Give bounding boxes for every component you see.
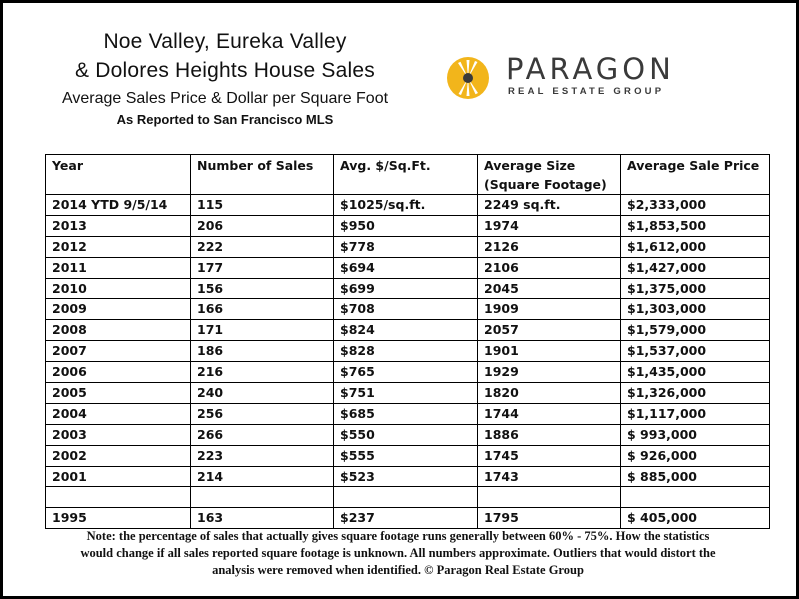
paragon-logo xyxy=(446,52,696,100)
table-body xyxy=(46,195,770,529)
table-cell: 222 xyxy=(191,236,334,257)
column-header-line: Average Sale Price xyxy=(627,158,760,173)
table-cell: 2005 xyxy=(46,383,191,404)
table-cell: $523 xyxy=(334,466,478,487)
table-header-row xyxy=(46,155,770,195)
table-cell: 2002 xyxy=(46,445,191,466)
table-row xyxy=(46,424,770,445)
table-cell: $708 xyxy=(334,299,478,320)
table-cell: $237 xyxy=(334,508,478,529)
table-cell: $2,333,000 xyxy=(621,195,770,216)
title-line-1: Noe Valley, Eureka Valley xyxy=(103,30,347,53)
table-cell: 1974 xyxy=(478,215,621,236)
table-cell: 214 xyxy=(191,466,334,487)
table-cell xyxy=(46,487,191,508)
footnote-line-1: Note: the percentage of sales that actually gives square footage runs generally between 60% - 75%. How the statistics xyxy=(86,529,710,543)
table-cell: $1,853,500 xyxy=(621,215,770,236)
table-cell: 240 xyxy=(191,383,334,404)
table-cell: $1,375,000 xyxy=(621,278,770,299)
table-cell: 115 xyxy=(191,195,334,216)
table-row xyxy=(46,257,770,278)
table-cell: $778 xyxy=(334,236,478,257)
table-cell: $1,537,000 xyxy=(621,341,770,362)
table-cell: 171 xyxy=(191,320,334,341)
table-cell: 2011 xyxy=(46,257,191,278)
table-row xyxy=(46,362,770,383)
table-cell: 1886 xyxy=(478,424,621,445)
table-cell: 2009 xyxy=(46,299,191,320)
table-cell: $555 xyxy=(334,445,478,466)
table-cell xyxy=(478,487,621,508)
logo-wordmark: PARAGON xyxy=(506,52,675,86)
table-row-spacer xyxy=(46,487,770,508)
source-note: As Reported to San Francisco MLS xyxy=(116,112,334,127)
table-cell: 2014 YTD 9/5/14 xyxy=(46,195,191,216)
table-cell: 2003 xyxy=(46,424,191,445)
table-cell: $1,427,000 xyxy=(621,257,770,278)
table-cell: 2007 xyxy=(46,341,191,362)
table-cell: 1820 xyxy=(478,383,621,404)
table-cell: $1,612,000 xyxy=(621,236,770,257)
table-cell: 1995 xyxy=(46,508,191,529)
table-cell: 2013 xyxy=(46,215,191,236)
table-cell: $694 xyxy=(334,257,478,278)
sales-table xyxy=(45,154,770,529)
column-header-line: Number of Sales xyxy=(197,158,314,173)
table-row xyxy=(46,508,770,529)
table-row xyxy=(46,320,770,341)
column-header xyxy=(334,155,478,195)
table-cell: 2010 xyxy=(46,278,191,299)
table-cell: $550 xyxy=(334,424,478,445)
column-header-line: Avg. $/Sq.Ft. xyxy=(340,158,431,173)
table-cell: 1929 xyxy=(478,362,621,383)
table-cell: 256 xyxy=(191,403,334,424)
logo-tagline: REAL ESTATE GROUP xyxy=(508,86,665,97)
table-cell xyxy=(334,487,478,508)
table-cell: 216 xyxy=(191,362,334,383)
column-header-line: Year xyxy=(52,158,83,173)
table-cell: 177 xyxy=(191,257,334,278)
table-cell: $ 926,000 xyxy=(621,445,770,466)
column-header-line: (Square Footage) xyxy=(484,177,607,192)
table-cell: 2057 xyxy=(478,320,621,341)
table-row xyxy=(46,341,770,362)
table-cell: 223 xyxy=(191,445,334,466)
table-cell: 2106 xyxy=(478,257,621,278)
table-cell: $751 xyxy=(334,383,478,404)
table-cell: 1745 xyxy=(478,445,621,466)
table-cell: 2249 sq.ft. xyxy=(478,195,621,216)
column-header xyxy=(46,155,191,195)
table-cell: 166 xyxy=(191,299,334,320)
table-cell: 2126 xyxy=(478,236,621,257)
table-cell: 1795 xyxy=(478,508,621,529)
table-cell: 1901 xyxy=(478,341,621,362)
table-cell: $950 xyxy=(334,215,478,236)
table-cell: 1909 xyxy=(478,299,621,320)
table-row xyxy=(46,236,770,257)
table-row xyxy=(46,383,770,404)
table-row xyxy=(46,466,770,487)
table-cell: 2006 xyxy=(46,362,191,383)
table-cell: 186 xyxy=(191,341,334,362)
table-cell xyxy=(621,487,770,508)
column-header xyxy=(191,155,334,195)
subtitle: Average Sales Price & Dollar per Square Foot xyxy=(61,90,389,107)
sunburst-logo-icon xyxy=(446,56,490,100)
table-cell: $ 885,000 xyxy=(621,466,770,487)
table-cell: 2001 xyxy=(46,466,191,487)
table-cell: $ 993,000 xyxy=(621,424,770,445)
table-cell: $1025/sq.ft. xyxy=(334,195,478,216)
table-cell: $828 xyxy=(334,341,478,362)
table-cell: 2012 xyxy=(46,236,191,257)
table-cell: $824 xyxy=(334,320,478,341)
table-row xyxy=(46,403,770,424)
table-cell: $1,303,000 xyxy=(621,299,770,320)
table-cell: $1,117,000 xyxy=(621,403,770,424)
title-block xyxy=(20,28,430,130)
table-cell: 2045 xyxy=(478,278,621,299)
table-cell: $699 xyxy=(334,278,478,299)
table-cell: $1,579,000 xyxy=(621,320,770,341)
table-cell: 163 xyxy=(191,508,334,529)
table-cell: 2004 xyxy=(46,403,191,424)
table-row xyxy=(46,299,770,320)
table-cell: $1,326,000 xyxy=(621,383,770,404)
footnote-line-3: analysis were removed when identified. © Paragon Real Estate Group xyxy=(212,563,584,577)
table-cell: $685 xyxy=(334,403,478,424)
table-row xyxy=(46,278,770,299)
column-header xyxy=(478,155,621,195)
title-line-2: & Dolores Heights House Sales xyxy=(75,59,375,82)
table-cell: 2008 xyxy=(46,320,191,341)
table-cell: $ 405,000 xyxy=(621,508,770,529)
table-cell: 1744 xyxy=(478,403,621,424)
table-cell: 1743 xyxy=(478,466,621,487)
table-cell: $1,435,000 xyxy=(621,362,770,383)
column-header-line: Average Size xyxy=(484,158,576,173)
column-header xyxy=(621,155,770,195)
table-cell: 156 xyxy=(191,278,334,299)
table-cell: 266 xyxy=(191,424,334,445)
table-cell: $765 xyxy=(334,362,478,383)
footnote-line-2: would change if all sales reported square footage is unknown. All numbers approximate. Outliers that would distort the xyxy=(80,546,716,560)
table-row xyxy=(46,195,770,216)
footnote xyxy=(48,528,748,579)
table-row xyxy=(46,215,770,236)
table-cell: 206 xyxy=(191,215,334,236)
table-cell xyxy=(191,487,334,508)
table-row xyxy=(46,445,770,466)
